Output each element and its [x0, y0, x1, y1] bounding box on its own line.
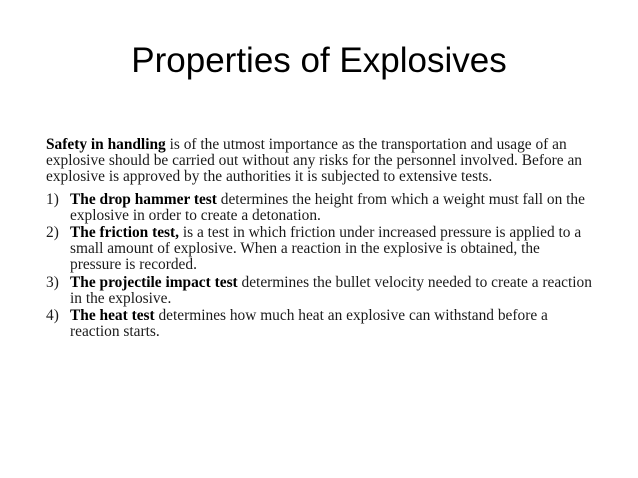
intro-text: is of the utmost importance as the transportation and usage of an explosive should be carried out without any risks for the personnel involved. Before an explosive is approved by the authorities it is subjected to extensive tests.	[46, 136, 582, 186]
list-item-projectile-impact-test	[46, 275, 594, 307]
slide-body	[46, 137, 594, 341]
test-list	[46, 192, 594, 341]
intro-paragraph	[46, 137, 594, 186]
list-number: 3)	[46, 273, 59, 291]
list-item-lead: The friction test,	[70, 224, 179, 242]
list-number: 1)	[46, 190, 59, 208]
intro-lead: Safety in handling	[46, 136, 166, 153]
list-item-friction-test	[46, 225, 594, 274]
list-item-text: determines the bullet velocity needed to create a reaction in the explosive.	[70, 273, 592, 307]
list-number: 2)	[46, 224, 59, 242]
list-item-text: is a test in which friction under increased pressure is applied to a small amount of explosive. When a reaction in the explosive is obtained, the pressure is recorded.	[70, 224, 582, 274]
list-item-text: determines the height from which a weight must fall on the explosive in order to create a detonation.	[70, 190, 585, 224]
list-item-text: determines how much heat an explosive can withstand before a reaction starts.	[70, 307, 548, 341]
list-item-lead: The projectile impact test	[70, 273, 238, 291]
list-number: 4)	[46, 307, 59, 325]
list-item-drop-hammer-test	[46, 192, 594, 224]
list-item-lead: The drop hammer test	[70, 190, 217, 208]
list-item-heat-test	[46, 308, 594, 340]
list-item-lead: The heat test	[70, 307, 155, 325]
slide-title: Properties of Explosives	[131, 41, 507, 80]
